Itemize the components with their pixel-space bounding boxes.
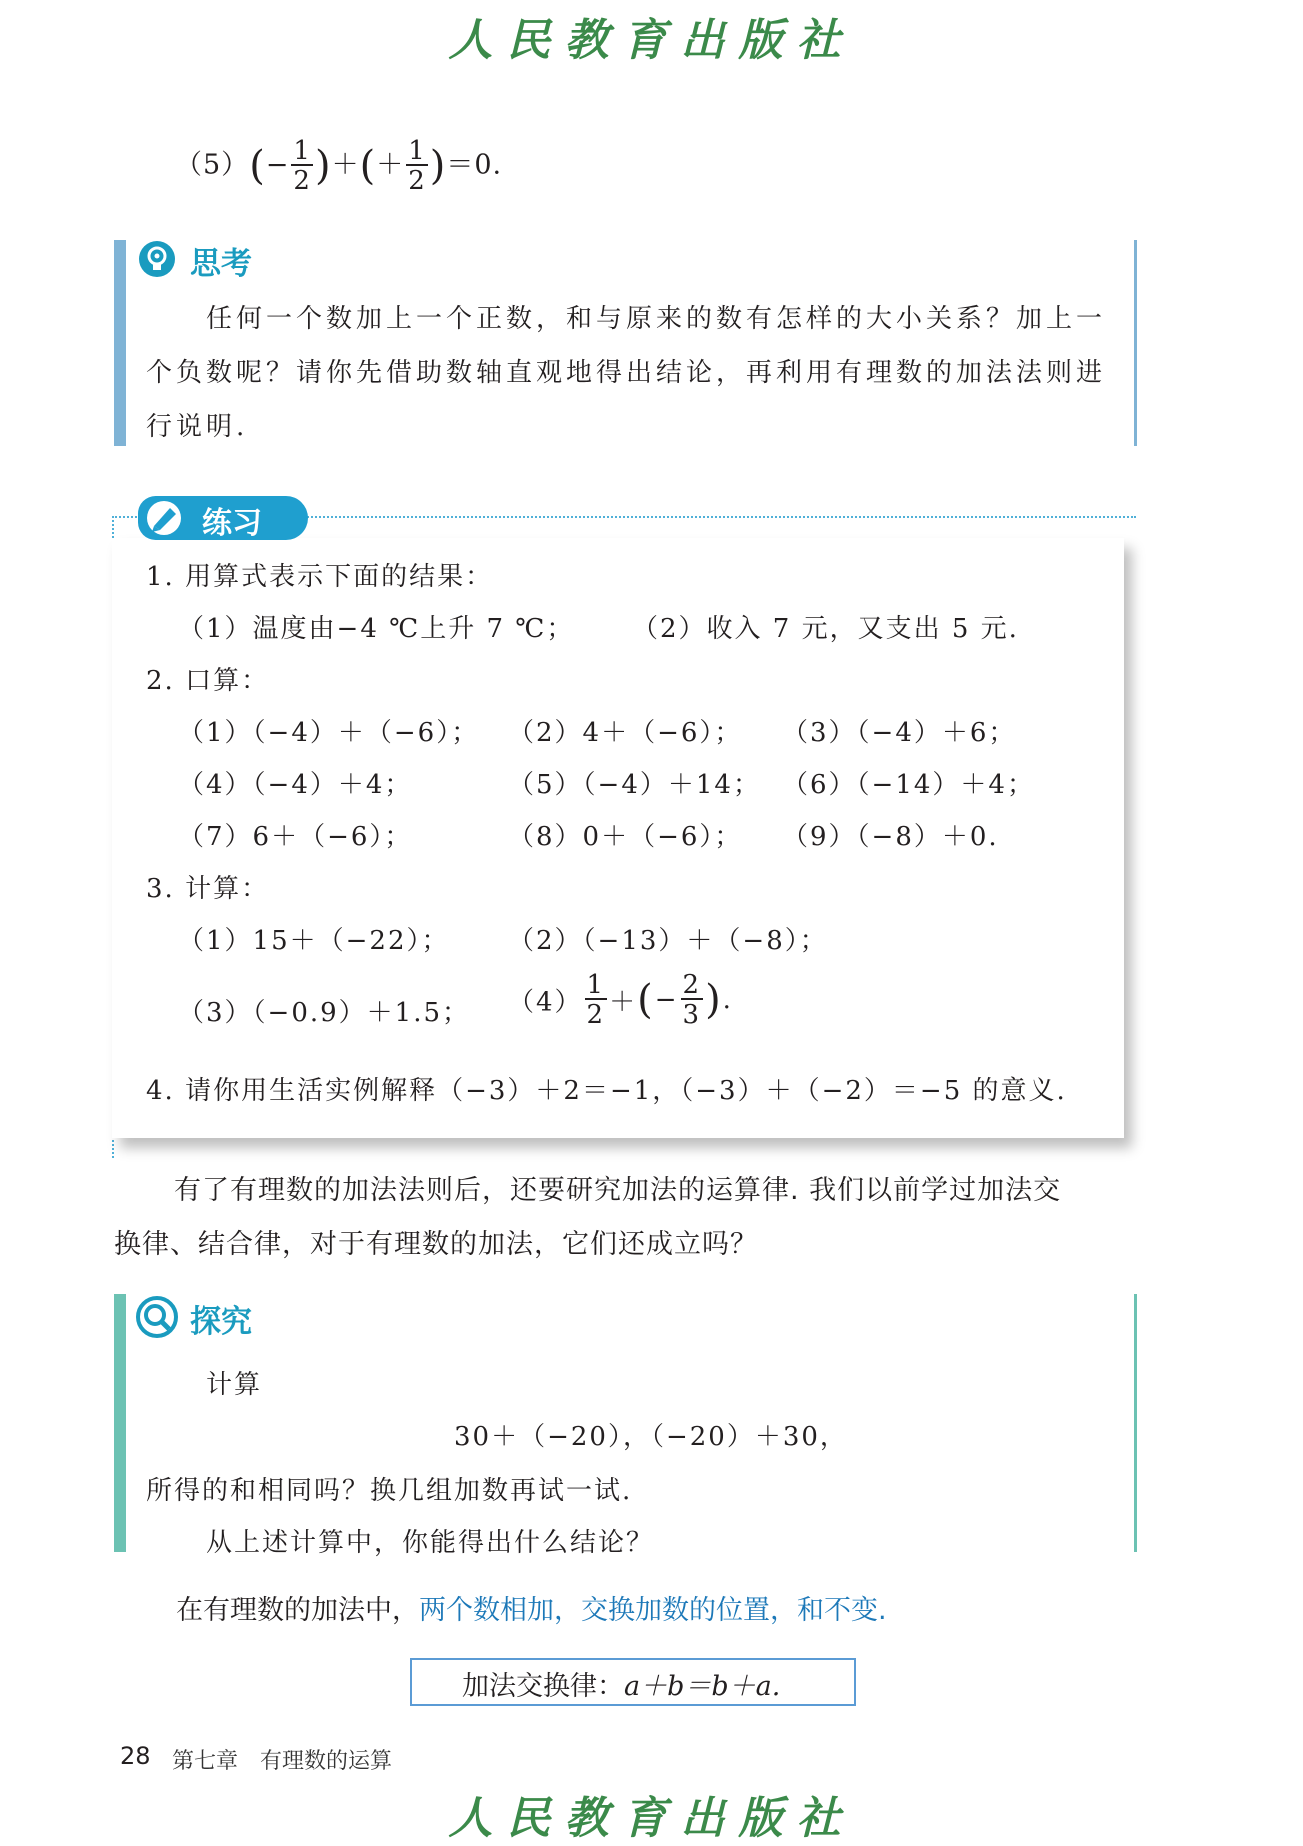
minus-sign: − [265, 149, 290, 181]
think-box-left-bar [114, 240, 126, 446]
page-number: 28 [120, 1742, 151, 1770]
think-title: 思考 [190, 246, 252, 282]
exercise-q2-item: （2）4＋（−6）； [508, 718, 743, 748]
numerator: 1 [293, 136, 311, 166]
exercise-q2-item: （3）（−4）＋6； [782, 718, 1017, 748]
exercise-q2-item: （5）（−4）＋14； [508, 770, 761, 800]
think-box-right-line [1134, 240, 1137, 446]
exercise-q1-b: （2）收入 7 元，又支出 5 元. [632, 614, 1019, 644]
fraction [291, 138, 313, 194]
magnifier-icon [136, 1296, 178, 1338]
item-label: （5） [175, 149, 250, 181]
exercise-title: 练习 [202, 506, 262, 541]
right-paren: ) [705, 977, 723, 1023]
right-paren: ) [429, 143, 447, 189]
chapter-title: 第七章 有理数的运算 [172, 1749, 393, 1774]
think-line: 个负数呢？请你先借助数轴直观地得出结论，再利用有理数的加法法则进 [146, 358, 1107, 388]
explore-line: 从上述计算中，你能得出什么结论？ [206, 1528, 655, 1558]
conclusion [176, 1588, 887, 1627]
law-formula: a＋b＝b＋a. [624, 1671, 781, 1702]
numerator: 1 [586, 970, 606, 1000]
commutative-law-box [410, 1658, 856, 1706]
exercise-q3-b: （2）（−13）＋（−8）； [508, 926, 828, 956]
numerator: 1 [408, 136, 426, 166]
exercise-q1-a: （1）温度由−4 ℃上升 7 ℃； [178, 614, 575, 644]
left-paren: ( [359, 143, 377, 189]
denominator: 2 [586, 1000, 606, 1030]
think-line: 任何一个数加上一个正数，和与原来的数有怎样的大小关系？加上一 [206, 304, 1107, 334]
q3-d-label: （4） [508, 987, 583, 1018]
denominator: 2 [408, 166, 426, 196]
publisher-watermark-top: 人民教育出版社 [448, 15, 855, 66]
plus-operator: ＋ [609, 987, 638, 1018]
minus-sign: − [654, 985, 679, 1015]
exercise-q2-stem: 2. 口算： [146, 666, 270, 696]
explore-formula: 30＋（−20），（−20）＋30， [454, 1422, 848, 1452]
exercise-q3-c: （3）（−0.9）＋1.5； [178, 998, 471, 1028]
period: . [722, 985, 733, 1015]
exercise-q2-item: （6）（−14）＋4； [782, 770, 1035, 800]
explore-box-right-line [1134, 1294, 1137, 1552]
exercise-q3-d [508, 972, 733, 1028]
explore-line: 计算 [206, 1370, 263, 1400]
exercise-q2-item: （4）（−4）＋4； [178, 770, 413, 800]
explore-box-left-bar [114, 1294, 126, 1552]
law-text [462, 1664, 780, 1703]
denominator: 3 [682, 1000, 702, 1030]
fraction [585, 972, 608, 1028]
intro-line: 有了有理数的加法法则后，还要研究加法的运算律. 我们以前学过加法交 [174, 1175, 1062, 1206]
intro-paragraph [114, 1164, 1144, 1272]
conclusion-highlight: 两个数相加，交换加数的位置，和不变. [419, 1595, 887, 1626]
exercise-q3-a: （1）15＋（−22）； [178, 926, 450, 956]
plus-sign: ＋ [376, 149, 405, 181]
intro-line: 换律、结合律，对于有理数的加法，它们还成立吗？ [114, 1229, 758, 1260]
exercise-q2-item: （1）（−4）＋（−6）； [178, 718, 480, 748]
conclusion-prefix: 在有理数的加法中， [176, 1595, 419, 1626]
fraction [406, 138, 428, 194]
exercise-q2-item: （8）0＋（−6）； [508, 822, 743, 852]
right-paren: ) [314, 143, 332, 189]
think-body [146, 292, 1126, 454]
result: ＝0. [446, 149, 503, 181]
lightbulb-icon [138, 240, 176, 278]
law-label: 加法交换律： [462, 1671, 624, 1702]
left-paren: ( [637, 977, 655, 1023]
pencil-icon [142, 498, 192, 538]
explore-title: 探究 [190, 1304, 252, 1340]
explore-line: 所得的和相同吗？换几组加数再试一试. [146, 1476, 633, 1506]
exercise-q2-item: （9）（−8）＋0. [782, 822, 999, 852]
plus-operator: ＋ [331, 149, 360, 181]
exercise-tab [138, 496, 308, 540]
exercise-item-5 [175, 138, 502, 194]
fraction [681, 972, 704, 1028]
exercise-q1-stem: 1. 用算式表示下面的结果： [146, 562, 494, 592]
think-line: 行说明. [146, 412, 249, 442]
numerator: 2 [682, 970, 702, 1000]
denominator: 2 [293, 166, 311, 196]
exercise-q2-item: （7）6＋（−6）； [178, 822, 413, 852]
exercise-q4: 4. 请你用生活实例解释（−3）＋2＝−1，（−3）＋（−2）＝−5 的意义. [146, 1076, 1067, 1106]
exercise-q3-stem: 3. 计算： [146, 874, 270, 904]
left-paren: ( [249, 143, 266, 189]
publisher-watermark-bottom: 人民教育出版社 [448, 1793, 855, 1844]
